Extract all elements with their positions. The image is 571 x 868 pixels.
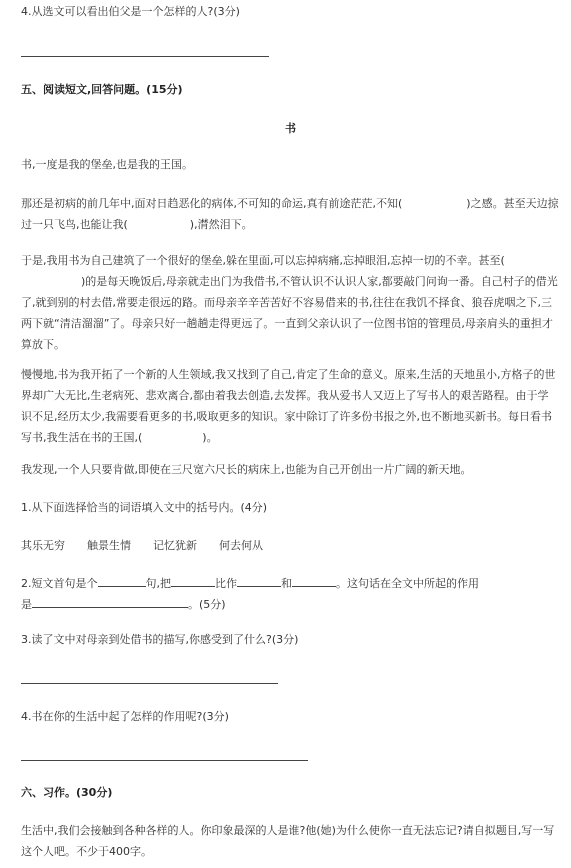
q2-blank-5[interactable] [32,595,188,608]
question-3-prompt: 3.读了文中对母亲到处借书的描写,你感受到了什么?(3分) [21,633,299,646]
word-choices [21,538,285,554]
answer-line-q3[interactable] [21,683,278,684]
q2-text-5: 。这句话在全文中所起的作用 [336,577,479,590]
word-choice: 何去何从 [219,539,263,552]
q2-blank-1[interactable] [98,574,146,587]
q2-text-4: 和 [281,577,292,590]
q2-blank-2[interactable] [171,574,215,587]
q2-blank-3[interactable] [237,574,281,587]
writing-prompt: 生活中,我们会接触到各种各样的人。你印象最深的人是谁?他(她)为什么使你一直无法忘记?请自拟题目,写一写这个人吧。不少于400字。 [21,824,555,858]
paragraph-4-part-a: 慢慢地,书为我开拓了一个新的人生领域,我又找到了自己,肯定了生命的意义。原来,生活的天地虽小,方格子的世界却广大无比,生老病死、悲欢离合,都由着我去创造,去发挥。我从爱书人又迈上了写书人的艰苦路程。由于学识不足,经历太少,我需要看更多的书,吸取更多的知识。家中除订了许多份书报之外,也不断地买新书。每日看书写书,我生活在书的王国,( [21,368,556,444]
passage-title: 书 [285,122,296,135]
paragraph-3-part-a: 于是,我用书为自己建筑了一个很好的堡垒,躲在里面,可以忘掉病痛,忘掉眼泪,忘掉一切的不幸。甚至( [21,254,505,267]
paragraph-3-part-b: )的是每天晚饭后,母亲就走出门为我借书,不管认识不认识人家,都要敲门问询一番。自己村子的借光了,就到别的村去借,常要走很远的路。而母亲辛辛苦苦好不容易借来的书,往往在我饥不择食、狼吞虎咽之下,三两下就“清洁溜溜”了。母亲只好一趟趟走得更远了。一直到父亲认识了一位图书馆的管理员,母亲肩头的重担才算放下。 [21,275,558,351]
section-5-heading: 五、阅读短文,回答问题。(15分) [21,83,183,96]
question-4-top: 4.从选文可以看出伯父是一个怎样的人?(3分) [21,5,240,18]
question-2 [21,573,559,615]
q2-text-7: 。(5分) [188,598,226,611]
q2-text-2: 句,把 [145,577,171,590]
passage-paragraph-4 [21,364,559,448]
q2-text-6: 是 [21,598,32,611]
q2-blank-4[interactable] [292,574,336,587]
passage-paragraph-5: 我发现,一个人只要肯做,即使在三尺宽六尺长的病床上,也能为自己开创出一片广阔的新天地。 [21,463,472,476]
passage-paragraph-1: 书,一度是我的堡垒,也是我的王国。 [21,158,193,171]
paragraph-4-part-b: )。 [202,431,218,444]
q2-text-3: 比作 [215,577,237,590]
answer-line-q4-top [21,56,269,57]
word-choice: 记忆犹新 [153,539,197,552]
question-1-prompt: 1.从下面选择恰当的词语填入文中的括号内。(4分) [21,501,268,514]
paragraph-2-part-c: ),潸然泪下。 [189,218,253,231]
q2-text-1: 2.短文首句是个 [21,577,98,590]
passage-paragraph-2 [21,193,559,235]
section-6-heading: 六、习作。(30分) [21,786,113,799]
paragraph-2-part-a: 那还是初病的前几年中,面对日趋恶化的病体,不可知的命运,真有前途茫茫,不知( [21,197,403,210]
answer-line-q4[interactable] [21,760,308,761]
word-choice: 其乐无穷 [21,539,65,552]
paragraph-2-part-b: )之感。甚至天边掠过一只飞鸟,也能让我( [21,197,559,231]
word-choice: 触景生情 [87,539,131,552]
question-4-prompt: 4.书在你的生活中起了怎样的作用呢?(3分) [21,710,229,723]
passage-paragraph-3 [21,250,559,355]
